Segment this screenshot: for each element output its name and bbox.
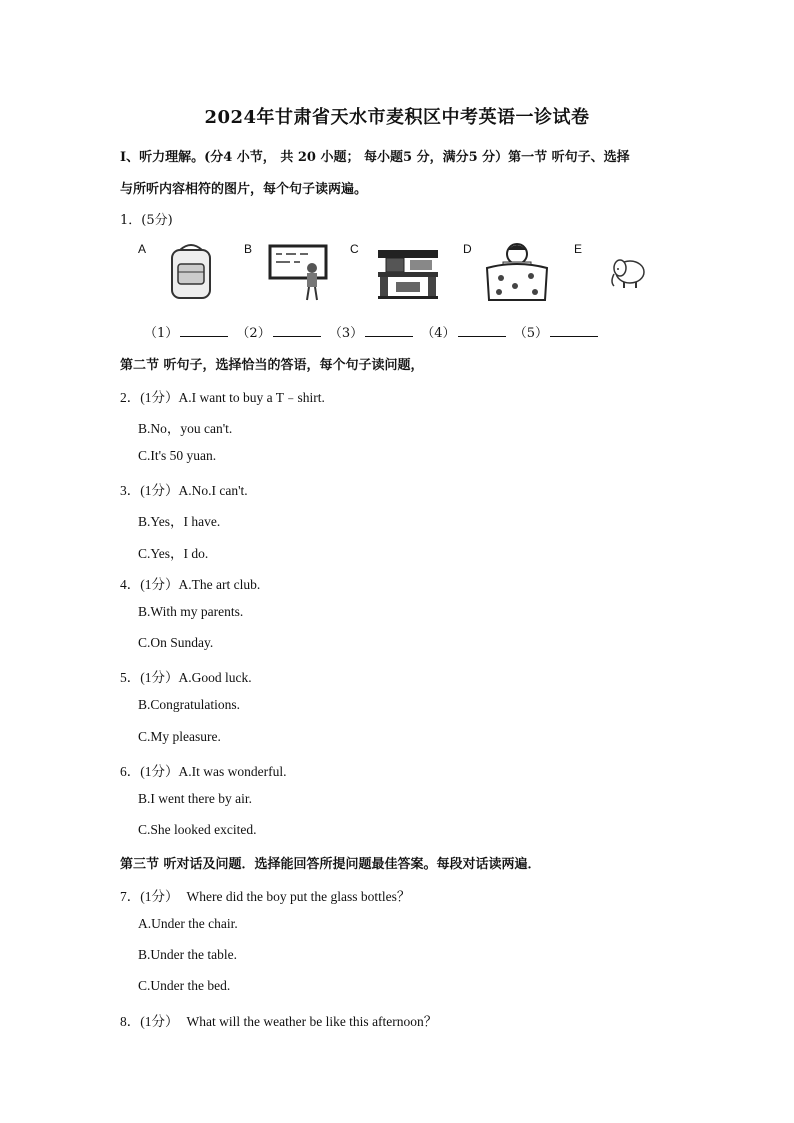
- answer-blank-2[interactable]: [273, 324, 321, 337]
- question-3-option-b: B.Yes，I have.: [138, 514, 221, 529]
- question-2-option-b: B.No，you can't.: [138, 421, 233, 436]
- question-number: 5．(1分）: [120, 670, 179, 685]
- sick-boy-bed-icon: [481, 240, 553, 302]
- blackboard-teacher-icon: [266, 240, 332, 302]
- question-number: 7．(1分）: [120, 889, 179, 904]
- option-a: A.Good luck.: [178, 670, 252, 685]
- question-4-option-c: C.On Sunday.: [138, 635, 214, 650]
- blank-label-3: （3）: [328, 326, 364, 341]
- question-number: 4．(1分）: [120, 577, 179, 592]
- option-a: A.No.I can't.: [178, 483, 248, 498]
- picture-letter-d: D: [463, 242, 472, 256]
- option-a: A.I want to buy a T﹣shirt.: [178, 390, 325, 405]
- question-text: Where did the boy put the glass bottles？: [186, 889, 411, 904]
- section1-heading-line1: I、听力理解。(分4 小节， 共 20 小题； 每小题5 分，满分5 分）第一节 听句子、选择: [120, 150, 630, 165]
- question-number: 2．(1分）: [120, 390, 179, 405]
- picture-letter-b: B: [244, 242, 253, 256]
- picture-c: [350, 240, 454, 302]
- answer-blank-4[interactable]: [458, 324, 506, 337]
- question-6-option-c: C.She looked excited.: [138, 822, 257, 837]
- section1-heading-line2: 与所听内容相符的图片，每个句子读两遍。: [120, 182, 368, 197]
- picture-e: [574, 240, 650, 302]
- question-4-option-b: B.With my parents.: [138, 604, 244, 619]
- answer-blank-5[interactable]: [550, 324, 598, 337]
- elephant-icon: [608, 240, 650, 302]
- question-number: 3．(1分）: [120, 483, 179, 498]
- desk-computer-icon: [376, 240, 440, 302]
- q1-picture-strip: [138, 240, 650, 302]
- question-3-option-c: C.Yes，I do.: [138, 546, 209, 561]
- question-2-option-c: C.It's 50 yuan.: [138, 448, 217, 463]
- picture-letter-e: E: [574, 242, 583, 256]
- page-title: 2024年甘肃省天水市麦积区中考英语一诊试卷: [204, 107, 590, 128]
- picture-letter-a: A: [138, 242, 147, 256]
- question-text: What will the weather be like this afternoon？: [186, 1014, 438, 1029]
- option-a: A.It was wonderful.: [178, 764, 287, 779]
- picture-letter-c: C: [350, 242, 359, 256]
- question-7-option-a: A.Under the chair.: [138, 916, 238, 931]
- question-5-option-c: C.My pleasure.: [138, 729, 221, 744]
- question-7-option-b: B.Under the table.: [138, 947, 237, 962]
- question-5: [120, 666, 252, 686]
- blank-label-5: （5）: [513, 326, 548, 341]
- question-3: [120, 479, 248, 499]
- question-7-option-c: C.Under the bed.: [138, 978, 231, 993]
- backpack-icon: [166, 240, 216, 302]
- answer-blank-3[interactable]: [365, 324, 413, 337]
- question-8: [120, 1010, 437, 1030]
- section3-heading: 第三节 听对话及问题．选择能回答所提问题最佳答案。每段对话读两遍．: [120, 857, 541, 872]
- blank-label-1: （1）: [144, 326, 179, 341]
- question-7: [120, 885, 410, 905]
- blank-label-4: （4）: [421, 326, 456, 341]
- question-number: 6．(1分）: [120, 764, 179, 779]
- answer-blank-1[interactable]: [180, 324, 228, 337]
- question-number: 8．(1分）: [120, 1014, 179, 1029]
- picture-d: [463, 240, 573, 302]
- question-6-option-b: B.I went there by air.: [138, 791, 252, 806]
- question-2: [120, 386, 325, 406]
- picture-a: [138, 240, 238, 302]
- question-6: [120, 760, 286, 780]
- section2-heading: 第二节 听句子，选择恰当的答语，每个句子读问题，: [120, 358, 424, 373]
- blank-label-2: （2）: [236, 326, 271, 341]
- q1-label: 1．(5分): [120, 213, 173, 228]
- q1-answer-blanks: [144, 322, 602, 341]
- question-4: [120, 573, 260, 593]
- question-5-option-b: B.Congratulations.: [138, 697, 240, 712]
- picture-b: [244, 240, 344, 302]
- option-a: A.The art club.: [178, 577, 261, 592]
